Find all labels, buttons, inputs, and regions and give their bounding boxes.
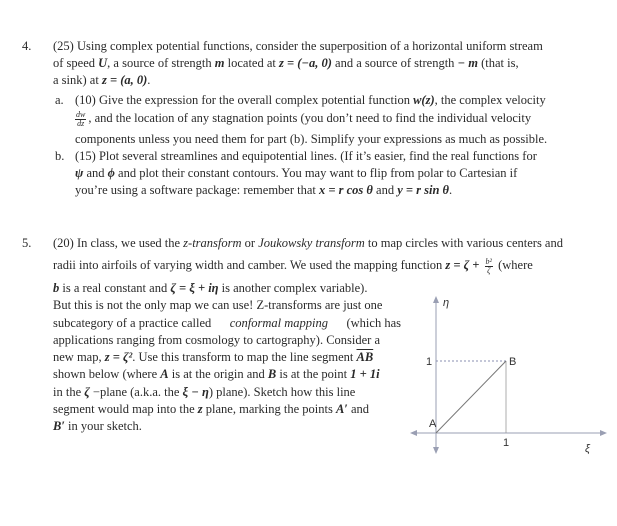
problem4b-line1: (15) Plot several streamlines and equipotential lines. (If it’s easier, find the real functions for bbox=[75, 149, 537, 163]
problem5-line3: b is a real constant and ζ = ξ + iη is another complex variable). bbox=[53, 281, 368, 295]
problem5-line4: But this is not the only map we can use! Z-transforms are just one bbox=[53, 298, 383, 312]
problem5-line8: shown below (where A is at the origin and B is at the point 1 + 1i bbox=[53, 367, 380, 381]
point-b-label: B bbox=[509, 356, 517, 368]
problem4b-label: b. bbox=[55, 149, 65, 163]
problem5-line2: radii into airfoils of varying width and camber. We used the mapping function z = ζ + $\frac{\text{b²}}{\zeta}$ (where bbox=[53, 256, 533, 275]
problem5-number: 5. bbox=[22, 236, 32, 250]
problem4-line1: (25) Using complex potential functions, consider the superposition of a horizontal uniform stream bbox=[53, 39, 543, 53]
problem5-line11: B′ in your sketch. bbox=[53, 419, 142, 433]
segment-ab bbox=[436, 361, 506, 433]
xi-axis-arrow-right bbox=[600, 430, 607, 436]
problem4a-line2: $\frac{dw}{dz}$ , and the location of any stagnation points (you don’t need to find the individual velocity bbox=[76, 109, 532, 128]
point-a-label: A bbox=[429, 418, 437, 430]
eta-axis-label: η bbox=[443, 297, 450, 309]
problem5-line10: segment would map into the z plane, marking the points A′ and bbox=[53, 402, 370, 416]
dw-dz-fraction: $\frac{dw}{dz}$ bbox=[76, 109, 86, 128]
problem4a-line3: components unless you need them for part (b). Simplify your expressions as much as possible. bbox=[75, 132, 548, 146]
problem5-line7: new map, z = ζ². Use this transform to map the line segment $\overline{AB}$ bbox=[53, 350, 374, 364]
problem5-line9: in the ζ −plane (a.k.a. the ξ − η) plane). Sketch how this line bbox=[53, 385, 356, 399]
xi-tick-label: 1 bbox=[503, 437, 510, 449]
eta-tick-label: 1 bbox=[426, 356, 433, 368]
b2-over-zeta-fraction: $\frac{\text{b²}}{\zeta}$ bbox=[485, 256, 492, 275]
problem4-line2: of speed U, a source of strength m located at z = (−a, 0) and a source of strength − m (that is, bbox=[53, 56, 519, 70]
zeta-plane-diagram bbox=[410, 290, 610, 470]
xi-axis-label: ξ bbox=[585, 443, 590, 455]
problem5-line5: subcategory of a practice called conformal mapping (which has bbox=[53, 316, 401, 330]
problem4a-label: a. bbox=[55, 93, 64, 107]
xi-axis-arrow-left bbox=[410, 430, 417, 436]
eta-axis-arrow-up bbox=[433, 296, 439, 303]
problem4-number: 4. bbox=[22, 39, 32, 53]
problem4b-line3: you’re using a software package: remember that x = r cos θ and y = r sin θ. bbox=[75, 183, 453, 197]
problem5-line1: (20) In class, we used the z-transform or Joukowsky transform to map circles with various centers and bbox=[53, 236, 563, 250]
problem4b-line2: ψ and ϕ and plot their constant contours. You may want to flip from polar to Cartesian if bbox=[75, 166, 518, 180]
problem4-line3: a sink) at z = (a, 0). bbox=[53, 73, 151, 87]
problem5-line6: applications ranging from cosmology to cartography). Consider a bbox=[53, 333, 381, 347]
eta-axis-arrow-down bbox=[433, 447, 439, 454]
problem4a-line1: (10) Give the expression for the overall complex potential function w(z), the complex velocity bbox=[75, 93, 546, 107]
